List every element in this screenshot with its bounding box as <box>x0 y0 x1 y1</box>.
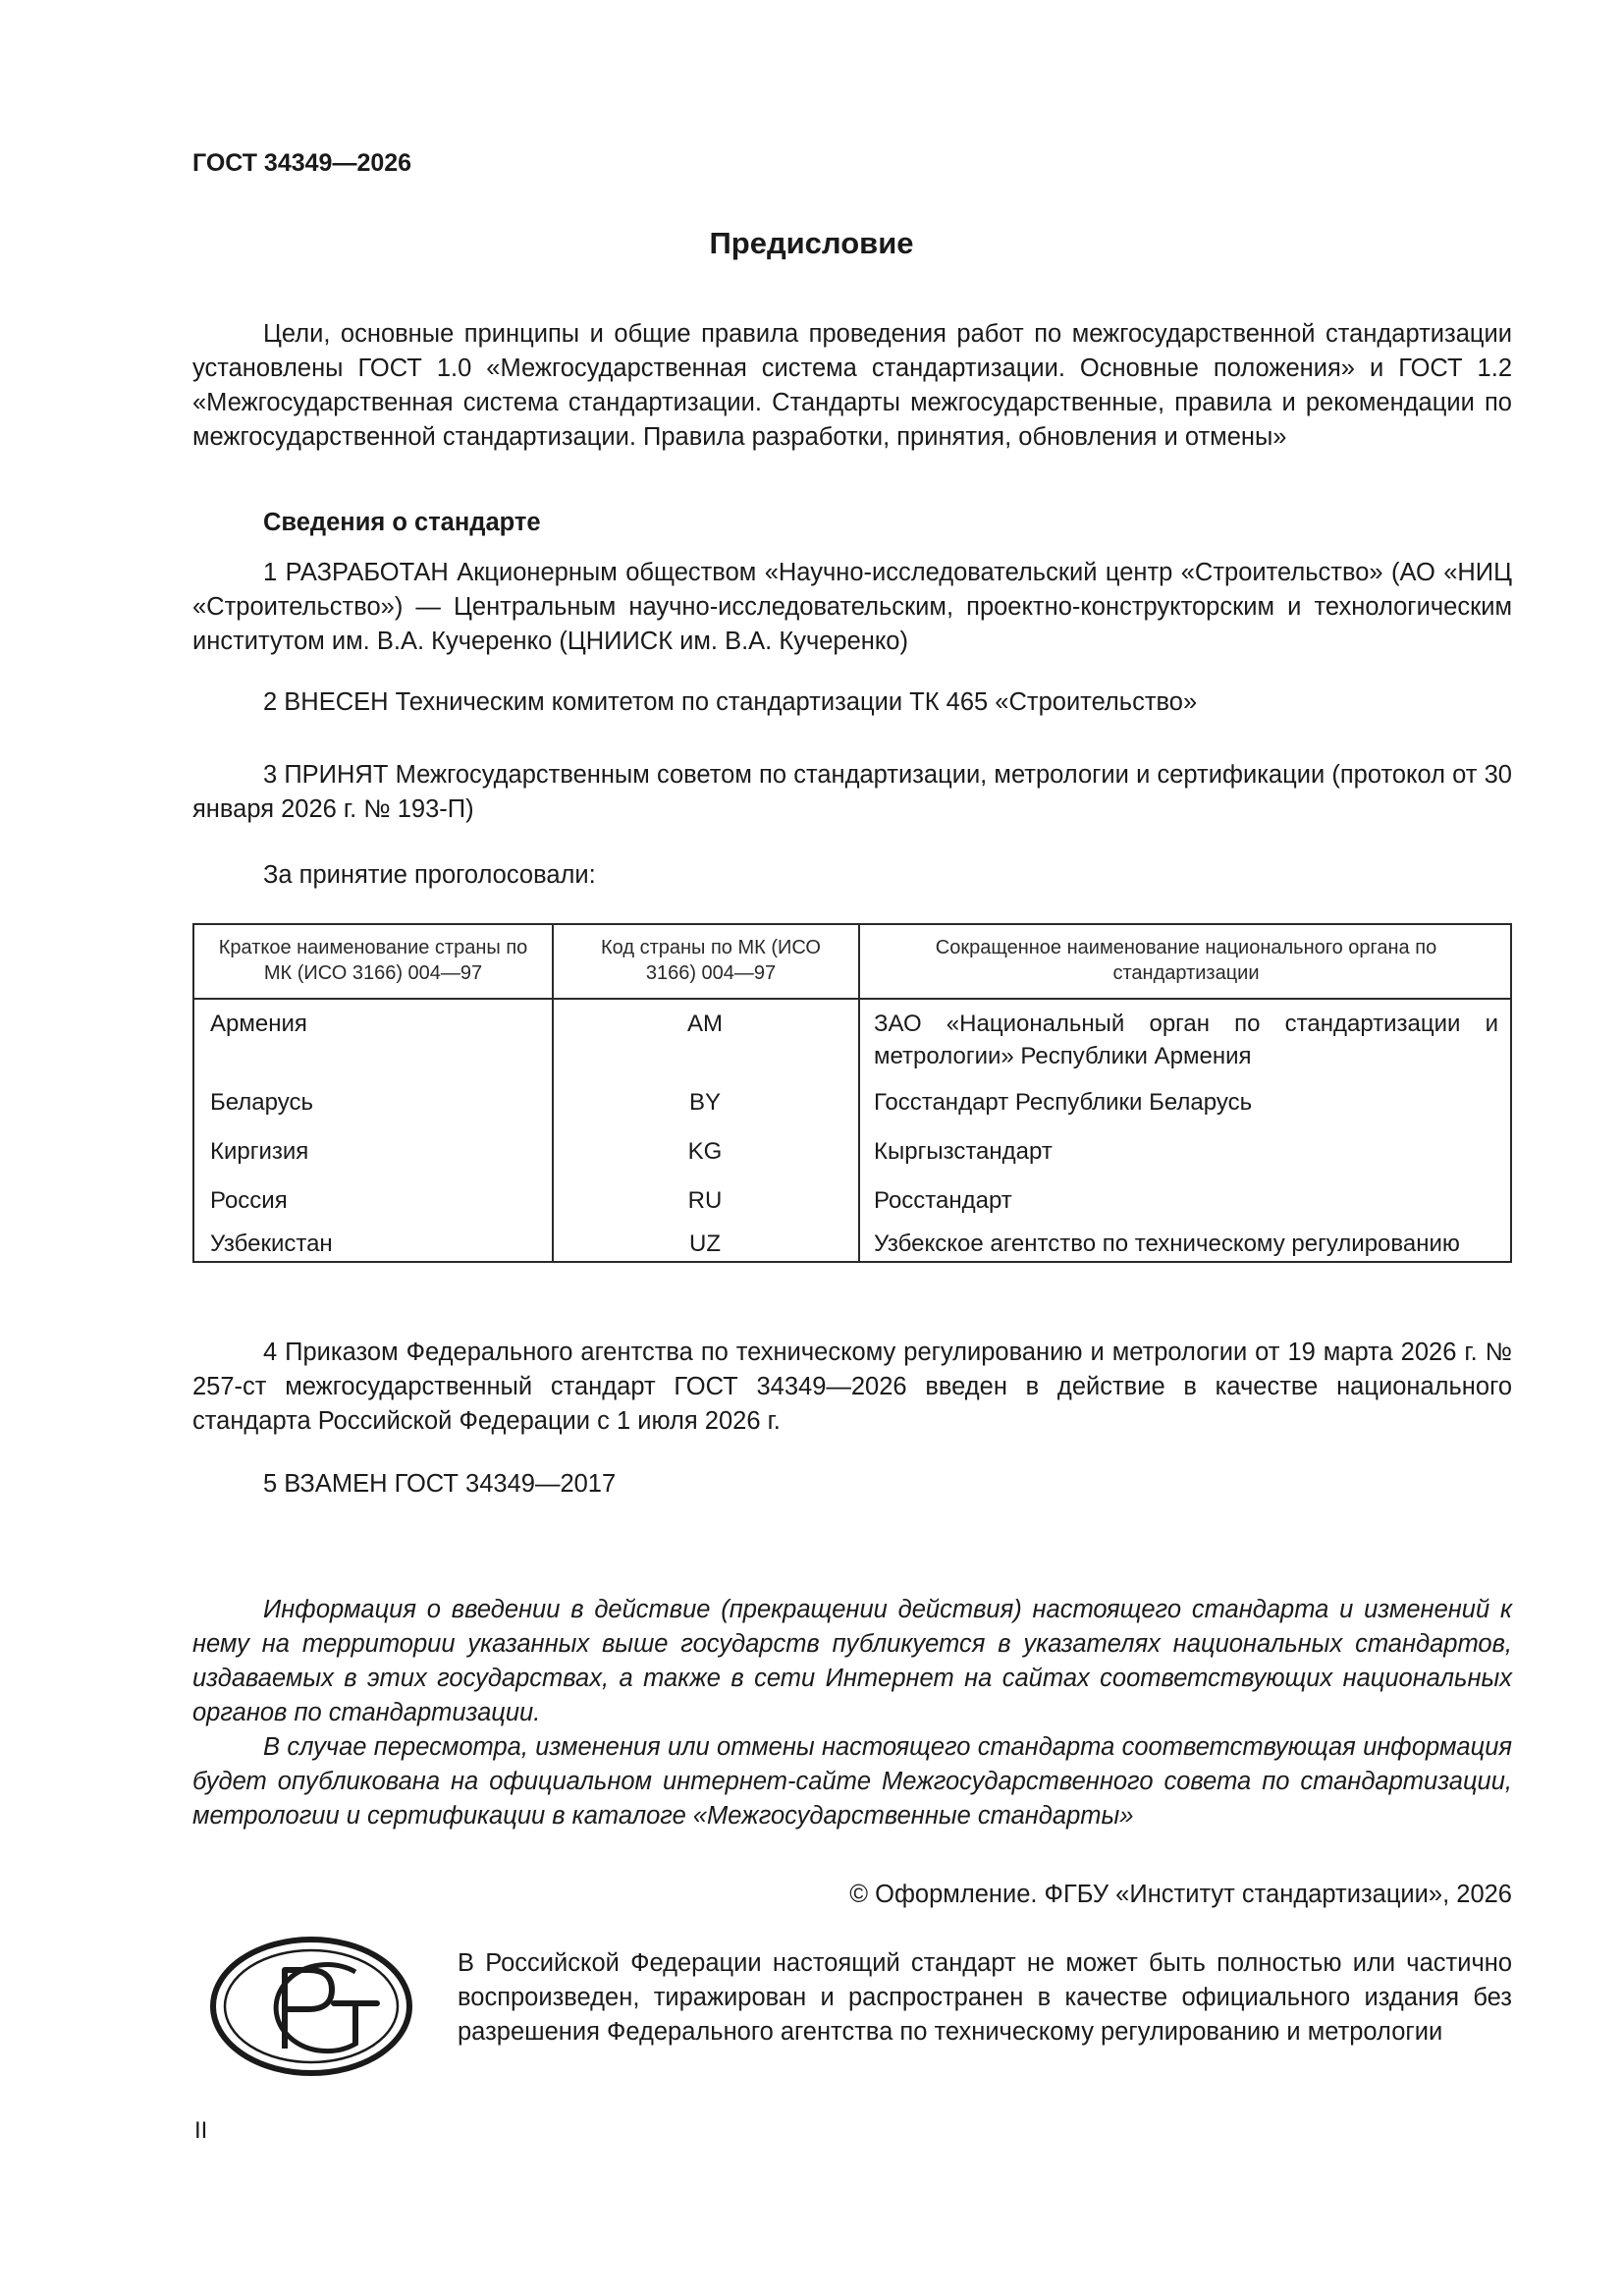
table-cell-country: Узбекистан <box>210 1230 333 1257</box>
page-number: II <box>194 2117 208 2144</box>
table-header-code: Код страны по МК (ИСО 3166) 004—97 <box>601 937 821 984</box>
voting-table <box>192 923 1512 1263</box>
item-introduced: 2 ВНЕСЕН Техническим комитетом по стандартизации ТК 465 «Строительство» <box>263 688 1198 716</box>
table-cell-code: AM <box>687 1011 723 1037</box>
table-cell-body: Узбекское агентство по техническому регулированию <box>874 1230 1460 1257</box>
item-developed: 1 РАЗРАБОТАН Акционерным обществом «Научно-исследовательский центр «Строительство» (АО «НИЦ «Строительство») — Центральным научно-исследовательским, проектно-конструкторским и технологическим институтом им. В.А. Кучеренко (ЦНИИСК им. В.А. Кучеренко) <box>192 559 1512 655</box>
document-code: ГОСТ 34349—2026 <box>192 149 412 177</box>
info-note: В случае пересмотра, изменения или отмены настоящего стандарта соответствующая информация будет опубликована на официальном интернет-сайте Межгосударственного совета по стандартизации, метрологии и сертификации в каталоге «Межгосударственные стандарты» <box>192 1733 1512 1830</box>
voted-label: За принятие проголосовали: <box>263 861 596 889</box>
copyright-line: © Оформление. ФГБУ «Институт стандартизации», 2026 <box>849 1881 1512 1908</box>
section-heading: Сведения о стандарте <box>263 509 541 536</box>
table-cell-code: RU <box>687 1187 723 1214</box>
table-header-country: Краткое наименование страны по МК (ИСО 3166) 004—97 <box>218 937 528 984</box>
table-cell-code: KG <box>687 1138 723 1165</box>
table-cell-country: Киргизия <box>210 1138 309 1165</box>
intro-paragraph: Цели, основные принципы и общие правила проведения работ по межгосударственной стандартизации установлены ГОСТ 1.0 «Межгосударственная система стандартизации. Основные положения» и ГОСТ 1.2 «Межгосударственная система стандартизации. Стандарты межгосударственные, правила и рекомендации по межгосударственной стандартизации. Правила разработки, принятия, обновления и отмены» <box>192 320 1512 451</box>
item-replaces: 5 ВЗАМЕН ГОСТ 34349—2017 <box>263 1470 617 1498</box>
table-cell-body: Росстандарт <box>874 1187 1012 1214</box>
item-order: 4 Приказом Федерального агентства по техническому регулированию и метрологии от 19 марта 2026 г. № 257-ст межгосударственный стандарт ГОСТ 34349—2026 введен в действие в качестве национального стандарта Российской Федерации с 1 июля 2026 г. <box>192 1339 1512 1435</box>
table-cell-body: Кыргызстандарт <box>874 1138 1053 1165</box>
info-note: Информация о введении в действие (прекращении действия) настоящего стандарта и изменений к нему на территории указанных выше государств публикуется в указателях национальных стандартов, издаваемых в этих государствах, а также в сети Интернет на сайтах соответствующих национальных органов по стандартизации. <box>192 1596 1512 1726</box>
table-header-body: Сокращенное наименование национального органа по стандартизации <box>935 937 1437 984</box>
reproduction-notice: В Российской Федерации настоящий стандарт не может быть полностью или частично воспроизведен, тиражирован и распространен в качестве официального издания без разрешения Федерального агентства по техническому регулированию и метрологии <box>458 1949 1512 2046</box>
table-cell-country: Россия <box>210 1187 288 1214</box>
page-title: Предисловие <box>709 226 914 260</box>
table-cell-country: Армения <box>210 1011 307 1037</box>
table-cell-code: BY <box>688 1089 721 1116</box>
table-cell-country: Беларусь <box>210 1089 313 1116</box>
table-cell-body: ЗАО «Национальный орган по стандартизации и метрологии» Республики Армения <box>874 1011 1498 1069</box>
table-cell-body: Госстандарт Республики Беларусь <box>874 1089 1253 1116</box>
item-adopted: 3 ПРИНЯТ Межгосударственным советом по стандартизации, метрологии и сертификации (протокол от 30 января 2026 г. № 193-П) <box>192 761 1512 823</box>
rst-certification-mark-icon <box>208 1933 414 2080</box>
table-cell-code: UZ <box>689 1230 721 1257</box>
